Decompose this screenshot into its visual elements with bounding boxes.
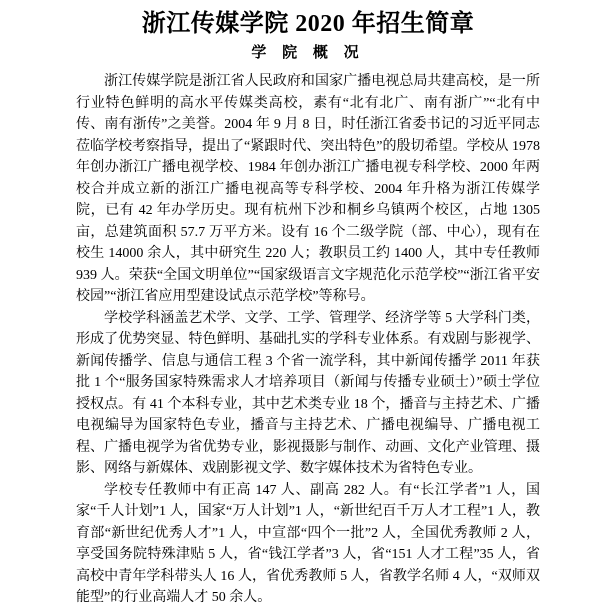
paragraph-college-overview: 浙江传媒学院是浙江省人民政府和国家广播电视总局共建高校，是一所行业特色鲜明的高水平传媒类高校，素有“北有北广、南有浙广”“北有中传、南有浙传”之美誉。2004 年 9 月 8 日，时任浙江省委书记的习近平同志莅临学校考察指导，提出了“紧跟时代、突出特色”的殷切希望。学校从 1978 年创办浙江广播电视学校、1984 年创办浙江广播电视专科学校、2000 年两校合并成立新的浙江广播电视高等专科学校、2004 年升格为浙江传媒学院，已有 42 年办学历史。现有杭州下沙和桐乡乌镇两个校区，占地 1305 亩，总建筑面积 57.7 万平方米。设有 16 个二级学院（部、中心），现有在校生 14000 余人，其中研究生 220 人；教职员工约 1400 人，其中专任教师 939 人。荣获“全国文明单位”“国家级语言文字规范化示范学校”“浙江省平安校园”“浙江省应用型建设试点示范学校”等称号。 bbox=[76, 74, 540, 304]
paragraph-disciplines-majors: 学校学科涵盖艺术学、文学、工学、管理学、经济学等 5 大学科门类，形成了优势突显、特色鲜明、基础扎实的学科专业体系。有戏剧与影视学、新闻传播学、信息与通信工程 3 个省一流学科，其中新闻传播学 2011 年获批 1 个“服务国家特殊需求人才培养项目（新闻与传播专业硕士）”硕士学位授权点。有 41 个本科专业，其中艺术类专业 18 个，播音与主持艺术、广播电视编导为国家特色专业，播音与主持艺术、广播电视编导、广播电视工程、广播电视学为省优势专业，影视摄影与制作、动画、文化产业管理、摄影、网络与新媒体、戏剧影视文学、数字媒体技术为省特色专业。 bbox=[76, 310, 540, 476]
section-heading: 学 院 概 况 bbox=[251, 45, 365, 61]
paragraph-faculty-talent: 学校专任教师中有正高 147 人、副高 282 人。有“长江学者”1 人，国家“千人计划”1 人，国家“万人计划”1 人，“新世纪百千万人才工程”1 人，教育部“新世纪优秀人才”1 人，中宣部“四个一批”2 人，全国优秀教师 2 人，享受国务院特殊津贴 5 人，省“钱江学者”3 人，省“151 人才工程”35 人，省高校中青年学科带头人 16 人，省优秀教师 5 人，省教学名师 4 人，“双师双能型”的行业高端人才 50 余人。 bbox=[76, 482, 540, 605]
page-title: 浙江传媒学院 2020 年招生简章 bbox=[141, 11, 475, 37]
document-body bbox=[76, 71, 540, 609]
